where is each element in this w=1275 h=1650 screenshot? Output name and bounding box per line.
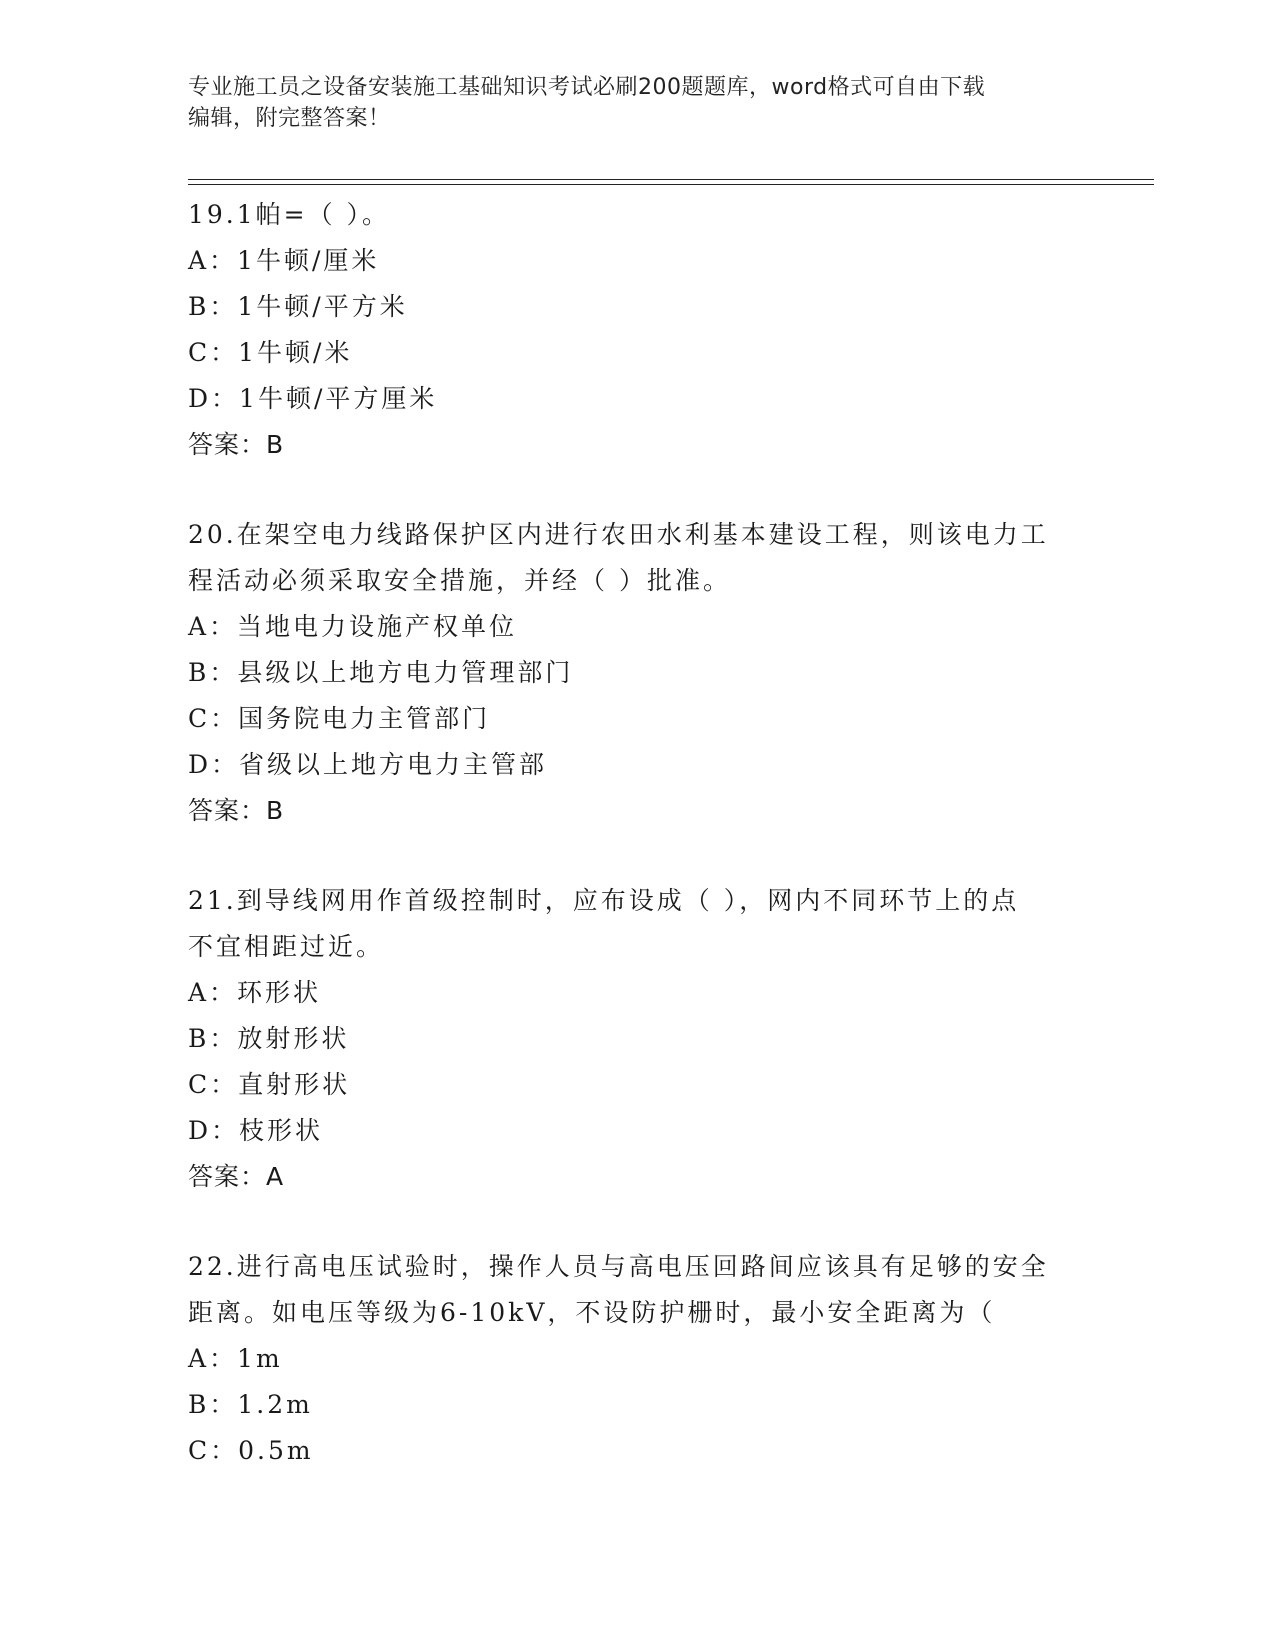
option-a: A：1m [188,1344,283,1373]
header-divider-bottom [188,184,1154,185]
option-a: A：当地电力设施产权单位 [188,612,518,641]
question-19 [188,192,1088,468]
header-line-1: 专业施工员之设备安装施工基础知识考试必刷200题题库，word格式可自由下载 [188,75,986,100]
answer-line: 答案：B [188,796,285,825]
option-d: D：省级以上地方电力主管部 [188,750,548,779]
question-21 [188,878,1088,1200]
option-b: B：1牛顿/平方米 [188,292,408,321]
question-stem: 22.进行高电压试验时，操作人员与高电压回路间应该具有足够的安全 [188,1252,1049,1281]
header-line-2: 编辑，附完整答案！ [188,106,391,131]
option-d: D：枝形状 [188,1116,324,1145]
question-stem: 21.到导线网用作首级控制时，应布设成（ ），网内不同环节上的点 [188,886,1020,915]
option-b: B：放射形状 [188,1024,350,1053]
option-c: C：1牛顿/米 [188,338,353,367]
question-stem-continued: 距离。如电压等级为6-10kV，不设防护栅时，最小安全距离为（ [188,1298,996,1327]
question-list [188,192,1088,1518]
answer-line: 答案：A [188,1162,285,1191]
question-stem-continued: 程活动必须采取安全措施，并经（ ）批准。 [188,566,731,595]
answer-line: 答案：B [188,430,285,459]
option-c: C：0.5m [188,1436,314,1465]
option-d: D：1牛顿/平方厘米 [188,384,438,413]
option-b: B：1.2m [188,1390,313,1419]
question-stem: 19.1帕=（ ）。 [188,200,391,229]
option-b: B：县级以上地方电力管理部门 [188,658,574,687]
header-divider-top [188,179,1154,180]
question-stem: 20.在架空电力线路保护区内进行农田水利基本建设工程，则该电力工 [188,520,1049,549]
option-c: C：直射形状 [188,1070,351,1099]
question-20 [188,512,1088,834]
option-a: A：环形状 [188,978,322,1007]
document-header [188,72,1088,134]
option-c: C：国务院电力主管部门 [188,704,491,733]
question-22 [188,1244,1088,1474]
question-stem-continued: 不宜相距过近。 [188,932,385,961]
option-a: A：1牛顿/厘米 [188,246,380,275]
